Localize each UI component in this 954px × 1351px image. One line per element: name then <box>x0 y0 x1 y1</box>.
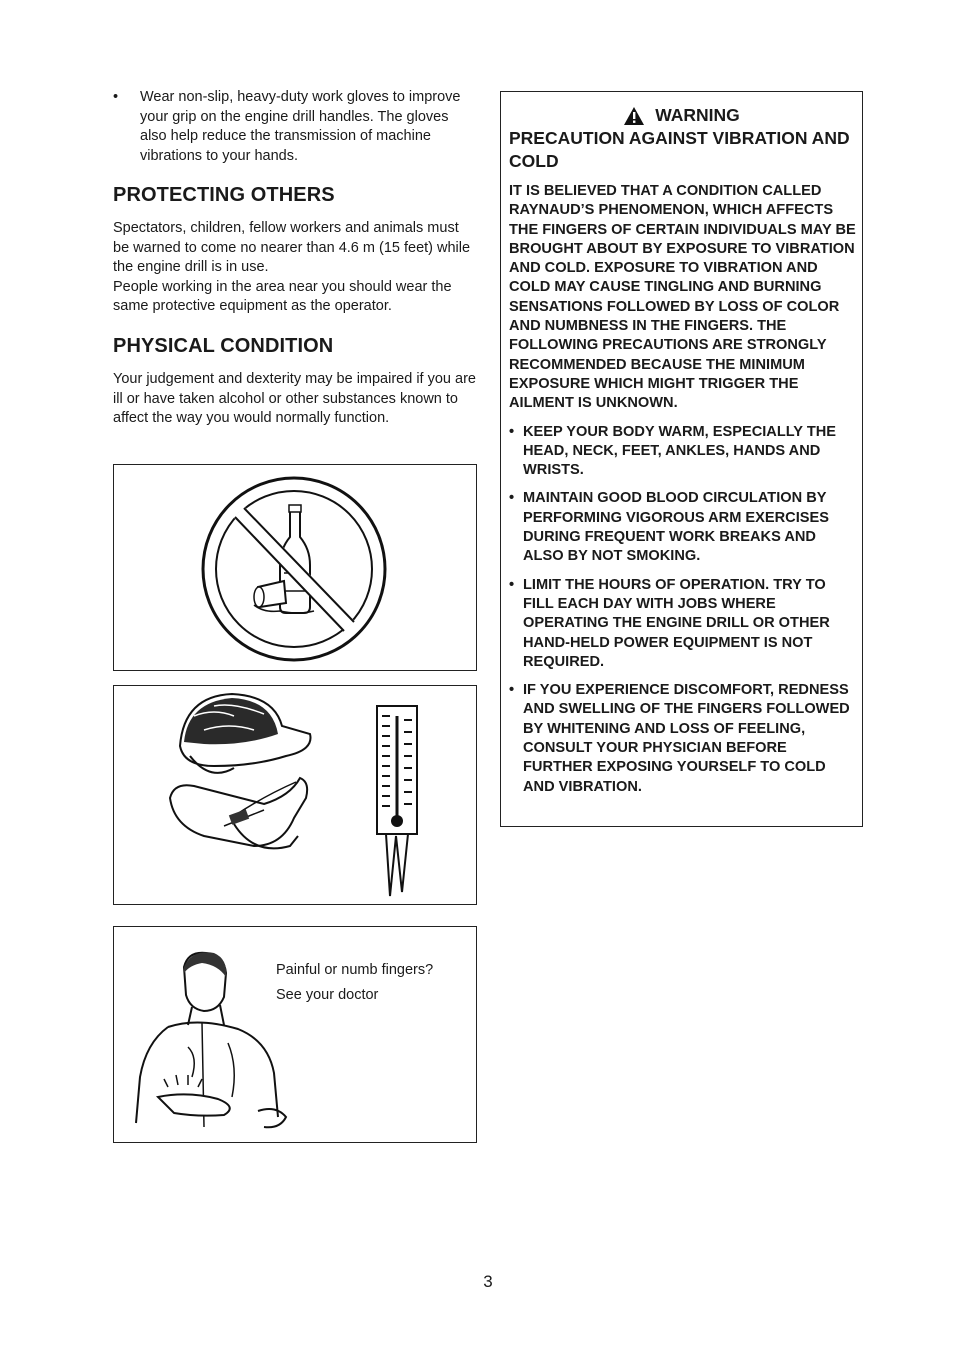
protecting-others-para2: People working in the area near you should wear the same protective equipment as the operator. <box>113 278 452 314</box>
page-number: 3 <box>483 1272 493 1291</box>
cap-icon <box>180 694 311 773</box>
numb-fingers-figure <box>113 926 477 1143</box>
warning-title: PRECAUTION AGAINST VIBRATION AND COLD <box>509 128 850 171</box>
physical-condition-para: Your judgement and dexterity may be impaired if you are ill or have taken alcohol or other substances known to affect the way you would normally function. <box>113 371 476 426</box>
bullet-dot: • <box>509 682 515 699</box>
precaution-text: IF YOU EXPERIENCE DISCOMFORT, REDNESS AND SWELLING OF THE FINGERS FOLLOWED BY WHITENING AND LOSS OF FEELING, CONSULT YOUR PHYSICIAN BEFORE FURTHER EXPOSING YOURSELF TO COLD AND VIBRATION. <box>523 682 850 795</box>
bullet-dot: • <box>113 89 119 105</box>
precaution-text: LIMIT THE HOURS OF OPERATION. TRY TO FILL EACH DAY WITH JOBS WHERE OPERATING THE ENGINE DRILL OR OTHER HAND-HELD POWER EQUIPMENT IS NOT REQUIRED. <box>523 576 830 670</box>
cold-protection-figure <box>113 685 477 905</box>
warning-header <box>509 104 854 173</box>
glove-bullet-text: Wear non-slip, heavy-duty work gloves to improve your grip on the engine drill handles. The gloves also help reduce the transmission of machine vibrations to your hands. <box>140 89 461 164</box>
no-alcohol-icon <box>114 465 476 670</box>
bullet-dot: • <box>509 490 515 507</box>
caption-line-2: See your doctor <box>276 987 379 1003</box>
protecting-others-para1: Spectators, children, fellow workers and animals must be warned to come no nearer than 4.6 m (15 feet) while the engine drill is in use. <box>113 220 471 275</box>
list-item <box>509 681 857 797</box>
list-item <box>509 489 857 566</box>
protecting-others-heading: PROTECTING OTHERS <box>113 184 335 206</box>
no-alcohol-figure <box>113 464 477 671</box>
warning-label: WARNING <box>655 105 740 125</box>
cold-protection-art <box>114 686 476 904</box>
caption-line-1: Painful or numb fingers? <box>276 962 434 978</box>
man-illustration <box>128 947 298 1137</box>
physical-condition-heading: PHYSICAL CONDITION <box>113 335 334 357</box>
physical-condition-text <box>113 370 478 429</box>
precaution-text: MAINTAIN GOOD BLOOD CIRCULATION BY PERFORMING VIGOROUS ARM EXERCISES DURING FREQUENT WORK BREAKS AND ALSO BY NOT SMOKING. <box>523 490 829 565</box>
icicle-icon <box>386 834 408 896</box>
precaution-text: KEEP YOUR BODY WARM, ESPECIALLY THE HEAD, NECK, FEET, ANKLES, HANDS AND WRISTS. <box>523 423 837 479</box>
warning-intro: IT IS BELIEVED THAT A CONDITION CALLED RAYNAUD’S PHENOMENON, WHICH AFFECTS THE FINGERS OF CERTAIN INDIVIDUALS MAY BE BROUGHT ABOUT BY EXPOSURE TO VIBRATION AND COLD. EXPOSURE TO VIBRATION AND COLD MAY CAUSE TINGLING AND BURNING SENSATIONS FOLLOWED BY LOSS OF COLOR AND NUMBNESS IN THE FINGERS. THE FOLLOWING PRECAUTIONS ARE STRONGLY RECOMMENDED BECAUSE THE MINIMUM EXPOSURE WHICH MIGHT TRIGGER THE AILMENT IS UNKNOWN. <box>509 183 856 412</box>
warning-triangle-icon <box>623 106 645 126</box>
precaution-list <box>509 423 857 797</box>
list-item <box>509 576 857 672</box>
protecting-others-text <box>113 219 478 317</box>
glove-bullet <box>113 88 478 166</box>
list-item <box>509 423 857 481</box>
bullet-dot: • <box>509 423 515 440</box>
thermometer-icon <box>377 706 417 896</box>
bullet-dot: • <box>509 576 515 593</box>
doctor-caption <box>276 958 466 1008</box>
warning-box <box>500 91 863 827</box>
hand-icon <box>158 1094 230 1115</box>
gloves-icon <box>170 778 307 848</box>
warning-body <box>509 182 857 806</box>
